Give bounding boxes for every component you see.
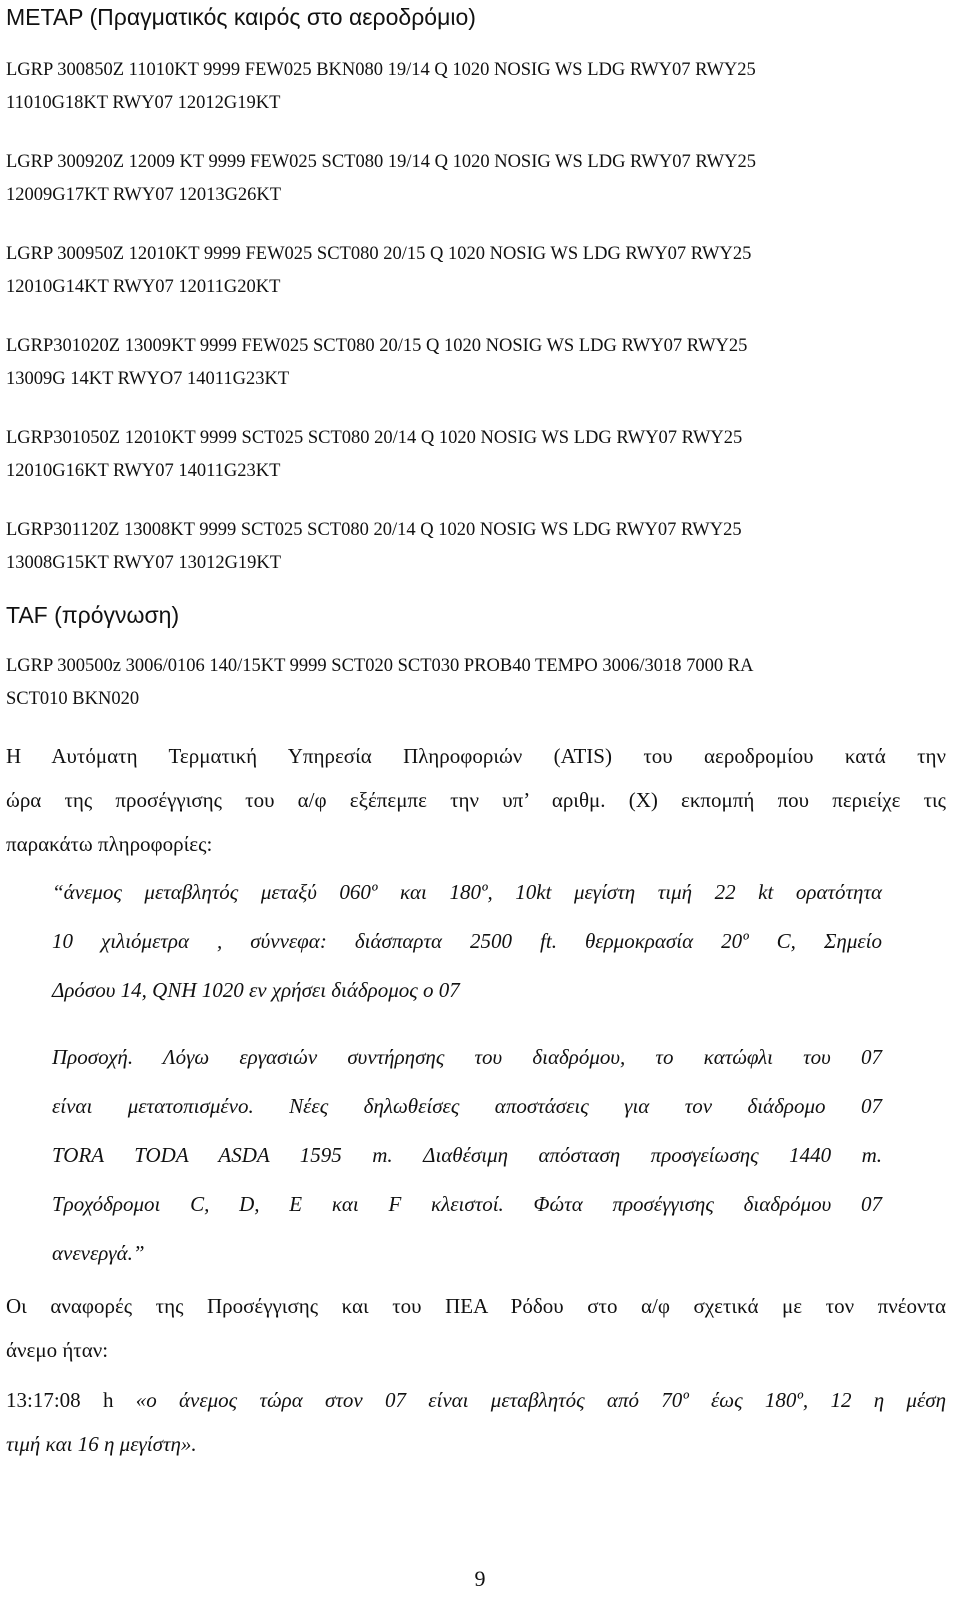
metar-line: LGRP 300920Z 12009 KT 9999 FEW025 SCT080 19/14 Q 1020 NOSIG WS LDG RWY07 RWY25 (6, 152, 756, 172)
metar-line: LGRP301050Z 12010KT 9999 SCT025 SCT080 20/14 Q 1020 NOSIG WS LDG RWY07 RWY25 (6, 428, 743, 448)
atis-quote-line: ανενεργά.” (52, 1241, 145, 1265)
report-quote-line (6, 1378, 946, 1422)
metar-report-list (6, 54, 946, 580)
document-page (6, 0, 946, 1466)
atis-intro-paragraph (6, 734, 946, 866)
metar-report (6, 146, 946, 212)
metar-heading: METAP (Πραγματικός καιρός στο αεροδρόμιο) (6, 4, 476, 30)
metar-line: 12010G14KT RWY07 12011G20KT (6, 277, 281, 297)
report-quote-paragraph (6, 1378, 946, 1466)
taf-heading: TAF (πρόγνωση) (6, 602, 180, 628)
metar-report (6, 54, 946, 120)
taf-report (6, 650, 946, 716)
metar-report (6, 514, 946, 580)
atis-quote-line: είναι μετατοπισμένο. Νέες δηλωθείσες αποστάσεις για τον διάδρομο 07 (52, 1094, 882, 1118)
atis-quote (52, 868, 882, 1278)
metar-report (6, 330, 946, 396)
reports-intro-line: Οι αναφορές της Προσέγγισης και του ΠΕΑ Ρόδου στο α/φ σχετικά με τον πνέοντα (6, 1294, 946, 1318)
report-quote-line: τιμή και 16 η μεγίστη». (6, 1432, 197, 1456)
taf-line: LGRP 300500z 3006/0106 140/15KT 9999 SCT020 SCT030 PROB40 TEMPO 3006/3018 7000 RA (6, 656, 754, 676)
quote-spacer (52, 1015, 882, 1033)
atis-quote-line: Προσοχή. Λόγω εργασιών συντήρησης του διαδρόμου, το κατώφλι του 07 (52, 1045, 882, 1069)
report-time: 13:17:08 h (6, 1388, 136, 1412)
atis-quote-line: “άνεμος μεταβλητός μεταξύ 060º και 180º, 10kt μεγίστη τιμή 22 kt ορατότητα (52, 880, 882, 904)
metar-report (6, 238, 946, 304)
report-quote-text: «ο άνεμος τώρα στον 07 είναι μεταβλητός από 70º έως 180º, 12 η μέση (135, 1388, 946, 1412)
taf-line: SCT010 BKN020 (6, 689, 140, 709)
metar-line: LGRP301020Z 13009KT 9999 FEW025 SCT080 20/15 Q 1020 NOSIG WS LDG RWY07 RWY25 (6, 336, 748, 356)
metar-line: 11010G18KT RWY07 12012G19KT (6, 93, 281, 113)
atis-quote-line: Τροχόδρομοι C, D, E και F κλειστοί. Φώτα προσέγγισης διαδρόμου 07 (52, 1192, 882, 1216)
metar-line: LGRP 300850Z 11010KT 9999 FEW025 BKN080 19/14 Q 1020 NOSIG WS LDG RWY07 RWY25 (6, 60, 756, 80)
metar-line: LGRP 300950Z 12010KT 9999 FEW025 SCT080 20/15 Q 1020 NOSIG WS LDG RWY07 RWY25 (6, 244, 752, 264)
atis-quote-line: 10 χιλιόμετρα , σύννεφα: διάσπαρτα 2500 ft. θερμοκρασία 20º C, Σημείο (52, 929, 882, 953)
metar-line: LGRP301120Z 13008KT 9999 SCT025 SCT080 20/14 Q 1020 NOSIG WS LDG RWY07 RWY25 (6, 520, 742, 540)
metar-line: 13009G 14KT RWYO7 14011G23KT (6, 369, 290, 389)
atis-intro-line: παρακάτω πληροφορίες: (6, 832, 213, 856)
atis-quote-line: TORA TODA ASDA 1595 m. Διαθέσιμη απόσταση προσγείωσης 1440 m. (52, 1143, 882, 1167)
metar-line: 12010G16KT RWY07 14011G23KT (6, 461, 281, 481)
metar-line: 13008G15KT RWY07 13012G19KT (6, 553, 282, 573)
atis-quote-line: Δρόσου 14, QNH 1020 εν χρήσει διάδρομος ο 07 (52, 978, 460, 1002)
reports-intro-paragraph (6, 1284, 946, 1372)
page-number: 9 (474, 1566, 486, 1591)
metar-line: 12009G17KT RWY07 12013G26KT (6, 185, 282, 205)
atis-intro-line: Η Αυτόματη Τερματική Υπηρεσία Πληροφοριών (ATIS) του αεροδρομίου κατά την (6, 744, 946, 768)
atis-intro-line: ώρα της προσέγγισης του α/φ εξέπεμπε την υπ’ αριθμ. (Χ) εκπομπή που περιείχε τις (6, 788, 946, 812)
metar-report (6, 422, 946, 488)
reports-intro-line: άνεμο ήταν: (6, 1338, 109, 1362)
